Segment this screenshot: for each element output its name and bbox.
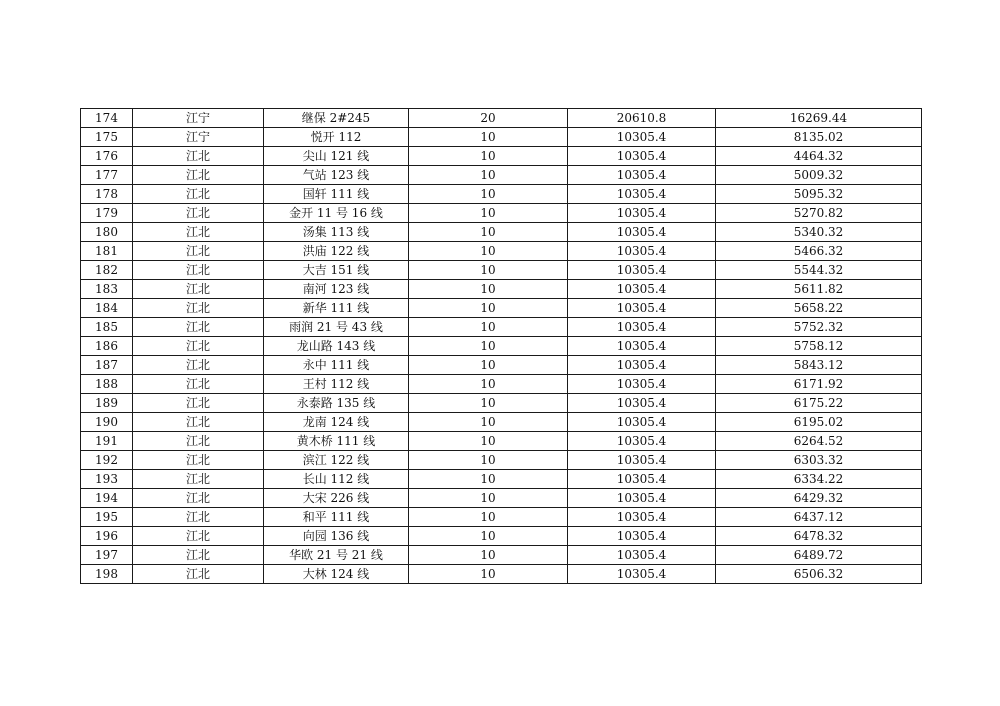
value-a-cell: 10305.4 xyxy=(568,318,716,337)
region-cell: 江北 xyxy=(133,223,264,242)
line-name-cell: 和平 111 线 xyxy=(264,508,409,527)
table-row xyxy=(81,261,922,280)
table-row xyxy=(81,375,922,394)
voltage-cell: 10 xyxy=(409,375,568,394)
row-number-cell: 187 xyxy=(81,356,133,375)
table-row xyxy=(81,413,922,432)
region-cell: 江北 xyxy=(133,451,264,470)
voltage-cell: 10 xyxy=(409,147,568,166)
table-row xyxy=(81,147,922,166)
line-name-cell: 雨润 21 号 43 线 xyxy=(264,318,409,337)
value-b-cell: 6437.12 xyxy=(716,508,922,527)
data-table xyxy=(80,108,922,584)
table-row xyxy=(81,394,922,413)
value-a-cell: 10305.4 xyxy=(568,508,716,527)
voltage-cell: 10 xyxy=(409,261,568,280)
value-a-cell: 10305.4 xyxy=(568,470,716,489)
voltage-cell: 10 xyxy=(409,128,568,147)
row-number-cell: 185 xyxy=(81,318,133,337)
value-b-cell: 5758.12 xyxy=(716,337,922,356)
table-row xyxy=(81,166,922,185)
line-name-cell: 黄木桥 111 线 xyxy=(264,432,409,451)
line-name-cell: 国轩 111 线 xyxy=(264,185,409,204)
region-cell: 江宁 xyxy=(133,109,264,128)
voltage-cell: 10 xyxy=(409,166,568,185)
voltage-cell: 10 xyxy=(409,223,568,242)
value-b-cell: 4464.32 xyxy=(716,147,922,166)
line-name-cell: 长山 112 线 xyxy=(264,470,409,489)
line-name-cell: 洪庙 122 线 xyxy=(264,242,409,261)
row-number-cell: 188 xyxy=(81,375,133,394)
voltage-cell: 10 xyxy=(409,185,568,204)
line-name-cell: 向园 136 线 xyxy=(264,527,409,546)
region-cell: 江北 xyxy=(133,337,264,356)
table-row xyxy=(81,565,922,584)
row-number-cell: 186 xyxy=(81,337,133,356)
value-b-cell: 5611.82 xyxy=(716,280,922,299)
value-a-cell: 20610.8 xyxy=(568,109,716,128)
table-row xyxy=(81,185,922,204)
value-b-cell: 6429.32 xyxy=(716,489,922,508)
value-b-cell: 5843.12 xyxy=(716,356,922,375)
line-name-cell: 继保 2#245 xyxy=(264,109,409,128)
line-name-cell: 金开 11 号 16 线 xyxy=(264,204,409,223)
region-cell: 江北 xyxy=(133,280,264,299)
region-cell: 江北 xyxy=(133,356,264,375)
voltage-cell: 10 xyxy=(409,470,568,489)
value-a-cell: 10305.4 xyxy=(568,432,716,451)
voltage-cell: 10 xyxy=(409,508,568,527)
region-cell: 江北 xyxy=(133,204,264,223)
value-b-cell: 6175.22 xyxy=(716,394,922,413)
value-b-cell: 6303.32 xyxy=(716,451,922,470)
table-row xyxy=(81,470,922,489)
region-cell: 江北 xyxy=(133,185,264,204)
voltage-cell: 20 xyxy=(409,109,568,128)
row-number-cell: 180 xyxy=(81,223,133,242)
value-b-cell: 5009.32 xyxy=(716,166,922,185)
row-number-cell: 192 xyxy=(81,451,133,470)
value-b-cell: 6506.32 xyxy=(716,565,922,584)
value-a-cell: 10305.4 xyxy=(568,280,716,299)
region-cell: 江北 xyxy=(133,413,264,432)
value-a-cell: 10305.4 xyxy=(568,261,716,280)
line-name-cell: 滨江 122 线 xyxy=(264,451,409,470)
table-row xyxy=(81,280,922,299)
value-a-cell: 10305.4 xyxy=(568,299,716,318)
line-name-cell: 王村 112 线 xyxy=(264,375,409,394)
row-number-cell: 189 xyxy=(81,394,133,413)
region-cell: 江宁 xyxy=(133,128,264,147)
region-cell: 江北 xyxy=(133,565,264,584)
row-number-cell: 184 xyxy=(81,299,133,318)
region-cell: 江北 xyxy=(133,261,264,280)
voltage-cell: 10 xyxy=(409,318,568,337)
value-a-cell: 10305.4 xyxy=(568,413,716,432)
table-row xyxy=(81,546,922,565)
line-name-cell: 汤集 113 线 xyxy=(264,223,409,242)
value-a-cell: 10305.4 xyxy=(568,451,716,470)
table-row xyxy=(81,432,922,451)
value-a-cell: 10305.4 xyxy=(568,527,716,546)
value-a-cell: 10305.4 xyxy=(568,185,716,204)
region-cell: 江北 xyxy=(133,299,264,318)
voltage-cell: 10 xyxy=(409,337,568,356)
region-cell: 江北 xyxy=(133,318,264,337)
value-a-cell: 10305.4 xyxy=(568,489,716,508)
table-row xyxy=(81,527,922,546)
voltage-cell: 10 xyxy=(409,489,568,508)
line-name-cell: 悦开 112 xyxy=(264,128,409,147)
region-cell: 江北 xyxy=(133,166,264,185)
voltage-cell: 10 xyxy=(409,432,568,451)
voltage-cell: 10 xyxy=(409,394,568,413)
row-number-cell: 179 xyxy=(81,204,133,223)
voltage-cell: 10 xyxy=(409,356,568,375)
table-row xyxy=(81,356,922,375)
value-a-cell: 10305.4 xyxy=(568,394,716,413)
value-b-cell: 6489.72 xyxy=(716,546,922,565)
line-name-cell: 尖山 121 线 xyxy=(264,147,409,166)
region-cell: 江北 xyxy=(133,375,264,394)
region-cell: 江北 xyxy=(133,432,264,451)
line-name-cell: 大宋 226 线 xyxy=(264,489,409,508)
table-body xyxy=(81,109,922,584)
region-cell: 江北 xyxy=(133,508,264,527)
region-cell: 江北 xyxy=(133,527,264,546)
value-b-cell: 6478.32 xyxy=(716,527,922,546)
value-a-cell: 10305.4 xyxy=(568,356,716,375)
value-b-cell: 5544.32 xyxy=(716,261,922,280)
row-number-cell: 178 xyxy=(81,185,133,204)
value-b-cell: 5095.32 xyxy=(716,185,922,204)
table-row xyxy=(81,508,922,527)
table-row xyxy=(81,109,922,128)
voltage-cell: 10 xyxy=(409,204,568,223)
line-name-cell: 永中 111 线 xyxy=(264,356,409,375)
row-number-cell: 176 xyxy=(81,147,133,166)
voltage-cell: 10 xyxy=(409,527,568,546)
line-name-cell: 气站 123 线 xyxy=(264,166,409,185)
row-number-cell: 191 xyxy=(81,432,133,451)
line-name-cell: 永泰路 135 线 xyxy=(264,394,409,413)
value-a-cell: 10305.4 xyxy=(568,223,716,242)
row-number-cell: 190 xyxy=(81,413,133,432)
line-name-cell: 南河 123 线 xyxy=(264,280,409,299)
voltage-cell: 10 xyxy=(409,565,568,584)
value-b-cell: 5340.32 xyxy=(716,223,922,242)
row-number-cell: 177 xyxy=(81,166,133,185)
table-row xyxy=(81,242,922,261)
line-name-cell: 龙南 124 线 xyxy=(264,413,409,432)
voltage-cell: 10 xyxy=(409,242,568,261)
table-row xyxy=(81,451,922,470)
table-row xyxy=(81,299,922,318)
value-b-cell: 5752.32 xyxy=(716,318,922,337)
value-b-cell: 5466.32 xyxy=(716,242,922,261)
value-b-cell: 8135.02 xyxy=(716,128,922,147)
table-row xyxy=(81,128,922,147)
row-number-cell: 197 xyxy=(81,546,133,565)
voltage-cell: 10 xyxy=(409,280,568,299)
table-row xyxy=(81,318,922,337)
region-cell: 江北 xyxy=(133,546,264,565)
voltage-cell: 10 xyxy=(409,413,568,432)
region-cell: 江北 xyxy=(133,470,264,489)
value-b-cell: 5270.82 xyxy=(716,204,922,223)
row-number-cell: 194 xyxy=(81,489,133,508)
row-number-cell: 196 xyxy=(81,527,133,546)
value-a-cell: 10305.4 xyxy=(568,147,716,166)
line-name-cell: 大林 124 线 xyxy=(264,565,409,584)
table-row xyxy=(81,337,922,356)
value-a-cell: 10305.4 xyxy=(568,565,716,584)
row-number-cell: 174 xyxy=(81,109,133,128)
row-number-cell: 198 xyxy=(81,565,133,584)
row-number-cell: 182 xyxy=(81,261,133,280)
region-cell: 江北 xyxy=(133,242,264,261)
voltage-cell: 10 xyxy=(409,299,568,318)
line-name-cell: 大吉 151 线 xyxy=(264,261,409,280)
line-name-cell: 龙山路 143 线 xyxy=(264,337,409,356)
value-a-cell: 10305.4 xyxy=(568,375,716,394)
table-row xyxy=(81,204,922,223)
value-b-cell: 6264.52 xyxy=(716,432,922,451)
region-cell: 江北 xyxy=(133,394,264,413)
value-a-cell: 10305.4 xyxy=(568,546,716,565)
row-number-cell: 181 xyxy=(81,242,133,261)
row-number-cell: 175 xyxy=(81,128,133,147)
value-b-cell: 6195.02 xyxy=(716,413,922,432)
table-row xyxy=(81,489,922,508)
value-a-cell: 10305.4 xyxy=(568,337,716,356)
region-cell: 江北 xyxy=(133,147,264,166)
value-a-cell: 10305.4 xyxy=(568,166,716,185)
value-a-cell: 10305.4 xyxy=(568,204,716,223)
value-b-cell: 16269.44 xyxy=(716,109,922,128)
value-b-cell: 6171.92 xyxy=(716,375,922,394)
row-number-cell: 183 xyxy=(81,280,133,299)
region-cell: 江北 xyxy=(133,489,264,508)
value-a-cell: 10305.4 xyxy=(568,128,716,147)
line-name-cell: 新华 111 线 xyxy=(264,299,409,318)
value-b-cell: 6334.22 xyxy=(716,470,922,489)
voltage-cell: 10 xyxy=(409,546,568,565)
row-number-cell: 195 xyxy=(81,508,133,527)
line-name-cell: 华欧 21 号 21 线 xyxy=(264,546,409,565)
value-b-cell: 5658.22 xyxy=(716,299,922,318)
voltage-cell: 10 xyxy=(409,451,568,470)
table-row xyxy=(81,223,922,242)
value-a-cell: 10305.4 xyxy=(568,242,716,261)
row-number-cell: 193 xyxy=(81,470,133,489)
